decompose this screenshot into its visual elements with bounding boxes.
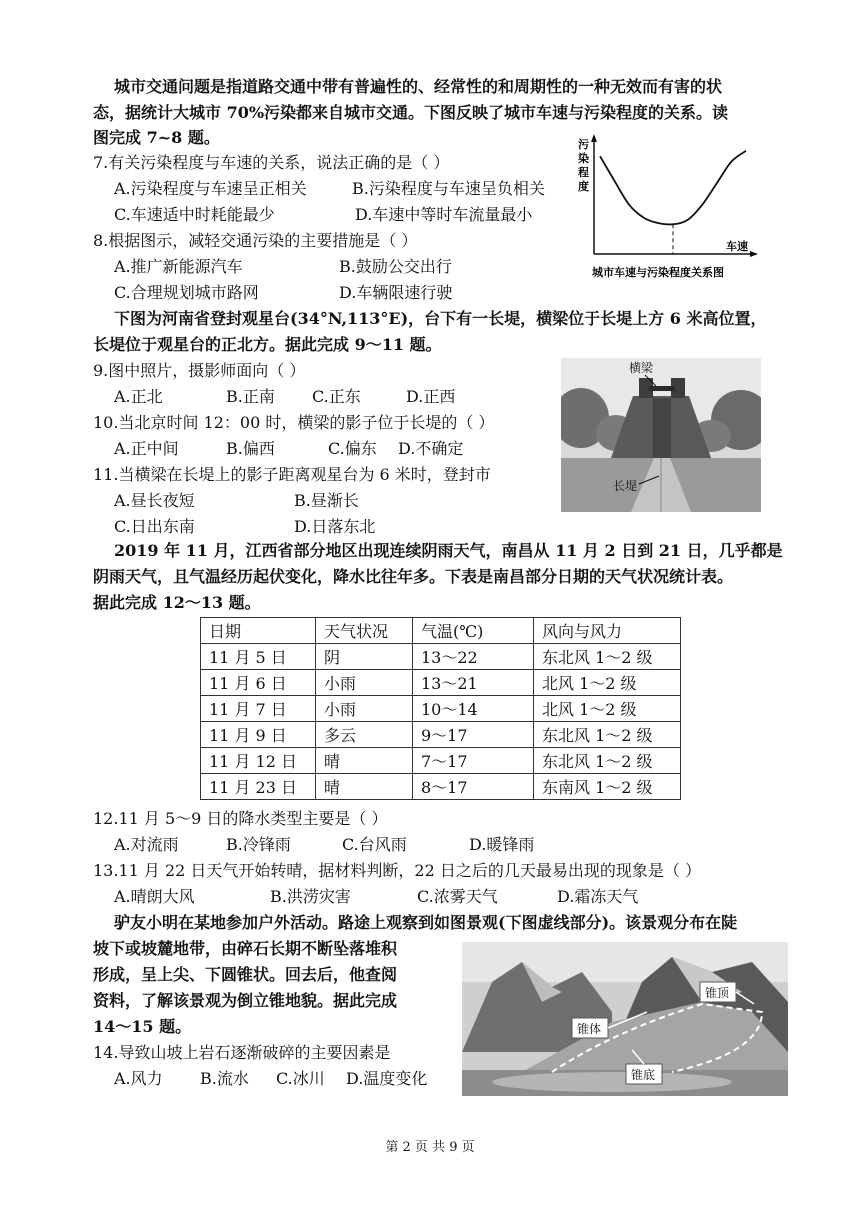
q13-stem: 13.11 月 22 日天气开始转晴，据材料判断，22 日之后的几天最易出现的现象是（ ） [93,861,701,880]
q12-option-c[interactable]: C.台风雨 [342,835,407,854]
x-axis-arrow [750,251,758,257]
q10-option-b[interactable]: B.偏西 [226,439,275,458]
q11-option-b[interactable]: B.昼渐长 [294,491,359,510]
y-axis-arrow [591,134,597,142]
chart-title: 城市车速与污染程度关系图 [592,266,724,279]
table-row: 11 月 9 日 多云 9～17 东北风 1～2 级 [201,722,681,748]
table-row: 11 月 23 日 晴 8～17 东南风 1～2 级 [201,774,681,800]
cone-body-label: 锥体 [577,1022,602,1036]
table-row: 11 月 6 日 小雨 13～21 北风 1～2 级 [201,670,681,696]
q8-option-d[interactable]: D.车辆限速行驶 [339,283,453,302]
table-header-row [201,618,681,644]
q7-stem: 7.有关污染程度与车速的关系，说法正确的是（ ） [93,153,450,172]
cone-top-label: 锥顶 [705,986,730,1000]
intro4-line4: 资料，了解该景观为倒立锥地貌。据此完成 [93,991,398,1010]
y-axis-label [578,137,589,193]
q7-option-c[interactable]: C.车速适中时耗能最少 [114,205,275,224]
q11-option-c[interactable]: C.日出东南 [114,517,195,536]
q9-option-b[interactable]: B.正南 [226,387,275,406]
y-axis-label-char-3: 程 [578,166,589,179]
pollution-curve [600,151,746,225]
q9-option-d[interactable]: D.正西 [406,387,456,406]
table-header: 天气状况 [316,618,413,644]
speed-pollution-chart [570,130,760,282]
q11-stem: 11.当横梁在长堤上的影子距离观星台为 6 米时，登封市 [93,465,491,484]
q14-stem: 14.导致山坡上岩石逐渐破碎的主要因素是 [93,1043,391,1062]
q14-option-d[interactable]: D.温度变化 [346,1069,428,1088]
y-axis-label-char-4: 度 [578,180,589,193]
table-header: 气温(℃) [413,618,534,644]
q8-stem: 8.根据图示，减轻交通污染的主要措施是（ ） [93,231,418,250]
q12-option-a[interactable]: A.对流雨 [114,835,179,854]
intro2-line2: 长堤位于观星台的正北方。据此完成 9～11 题。 [93,335,442,354]
q12-option-b[interactable]: B.冷锋雨 [226,835,291,854]
intro1-line3: 图完成 7~8 题。 [93,128,220,147]
intro4-line2: 坡下或坡麓地带，由碎石长期不断坠落堆积 [93,939,398,958]
intro4-line1: 驴友小明在某地参加户外活动。路途上观察到如图景观(下图虚线部分)。该景观分布在陡 [114,913,738,932]
q9-option-c[interactable]: C.正东 [312,387,361,406]
q7-option-b[interactable]: B.污染程度与车速呈负相关 [352,179,545,198]
intro3-line3: 据此完成 12～13 题。 [93,593,261,612]
observatory-photo [561,358,761,512]
beam-label: 横梁 [629,361,654,375]
q10-option-a[interactable]: A.正中间 [114,439,179,458]
q10-option-d[interactable]: D.不确定 [398,439,464,458]
q14-option-b[interactable]: B.流水 [200,1069,249,1088]
q13-option-a[interactable]: A.晴朗大风 [114,887,195,906]
q14-option-a[interactable]: A.风力 [114,1069,163,1088]
q8-option-c[interactable]: C.合理规划城市路网 [114,283,259,302]
intro4-line5: 14～15 题。 [93,1017,192,1036]
q12-stem: 12.11 月 5～9 日的降水类型主要是（ ） [93,809,388,828]
intro3-line2: 阴雨天气，且气温经历起伏变化，降水比往年多。下表是南昌部分日期的天气状况统计表。 [93,567,734,586]
cone-bottom-label: 锥底 [631,1068,656,1082]
intro1-line1: 城市交通问题是指道路交通中带有普遍性的、经常性的和周期性的一种无效而有害的状 [114,77,723,96]
table-header: 日期 [201,618,316,644]
q9-option-a[interactable]: A.正北 [114,387,163,406]
q10-stem: 10.当北京时间 12：00 时，横梁的影子位于长堤的（ ） [93,413,495,432]
table-row: 11 月 5 日 阴 13～22 东北风 1～2 级 [201,644,681,670]
q11-option-a[interactable]: A.昼长夜短 [114,491,195,510]
q8-option-b[interactable]: B.鼓励公交出行 [339,257,452,276]
q10-option-c[interactable]: C.偏东 [328,439,377,458]
q14-option-c[interactable]: C.冰川 [276,1069,325,1088]
talus-cone-photo [462,942,788,1096]
y-axis-label-char-2: 染 [578,152,589,165]
page-footer: 第 2 页 共 9 页 [385,1140,475,1155]
q11-option-d[interactable]: D.日落东北 [294,517,376,536]
intro1-line2: 态，据统计大城市 70%污染都来自城市交通。下图反映了城市车速与污染程度的关系。读 [93,103,729,122]
q13-option-c[interactable]: C.浓雾天气 [417,887,498,906]
intro2-line1: 下图为河南省登封观星台(34°N,113°E)，台下有一长堤，横梁位于长堤上方 6 米高位置， [114,309,767,328]
table-header: 风向与风力 [534,618,681,644]
q8-option-a[interactable]: A.推广新能源汽车 [114,257,243,276]
q13-option-d[interactable]: D.霜冻天气 [557,887,639,906]
intro3-line1: 2019 年 11 月，江西省部分地区出现连续阴雨天气，南昌从 11 月 2 日到 21 日，几乎都是 [114,541,783,560]
q7-option-d[interactable]: D.车速中等时车流量最小 [355,205,533,224]
q12-option-d[interactable]: D.暖锋雨 [469,835,535,854]
q13-option-b[interactable]: B.洪涝灾害 [270,887,351,906]
q9-stem: 9.图中照片，摄影师面向（ ） [93,361,306,380]
weather-table [200,617,681,800]
intro4-line3: 形成，呈上尖、下圆锥状。回去后，他查阅 [93,965,398,984]
x-axis-label: 车速 [726,240,748,253]
table-row: 11 月 12 日 晴 7～17 东北风 1～2 级 [201,748,681,774]
q7-option-a[interactable]: A.污染程度与车速呈正相关 [114,179,307,198]
table-row: 11 月 7 日 小雨 10～14 北风 1～2 级 [201,696,681,722]
y-axis-label-char-1: 污 [578,138,589,151]
dike-label: 长堤 [613,479,638,493]
